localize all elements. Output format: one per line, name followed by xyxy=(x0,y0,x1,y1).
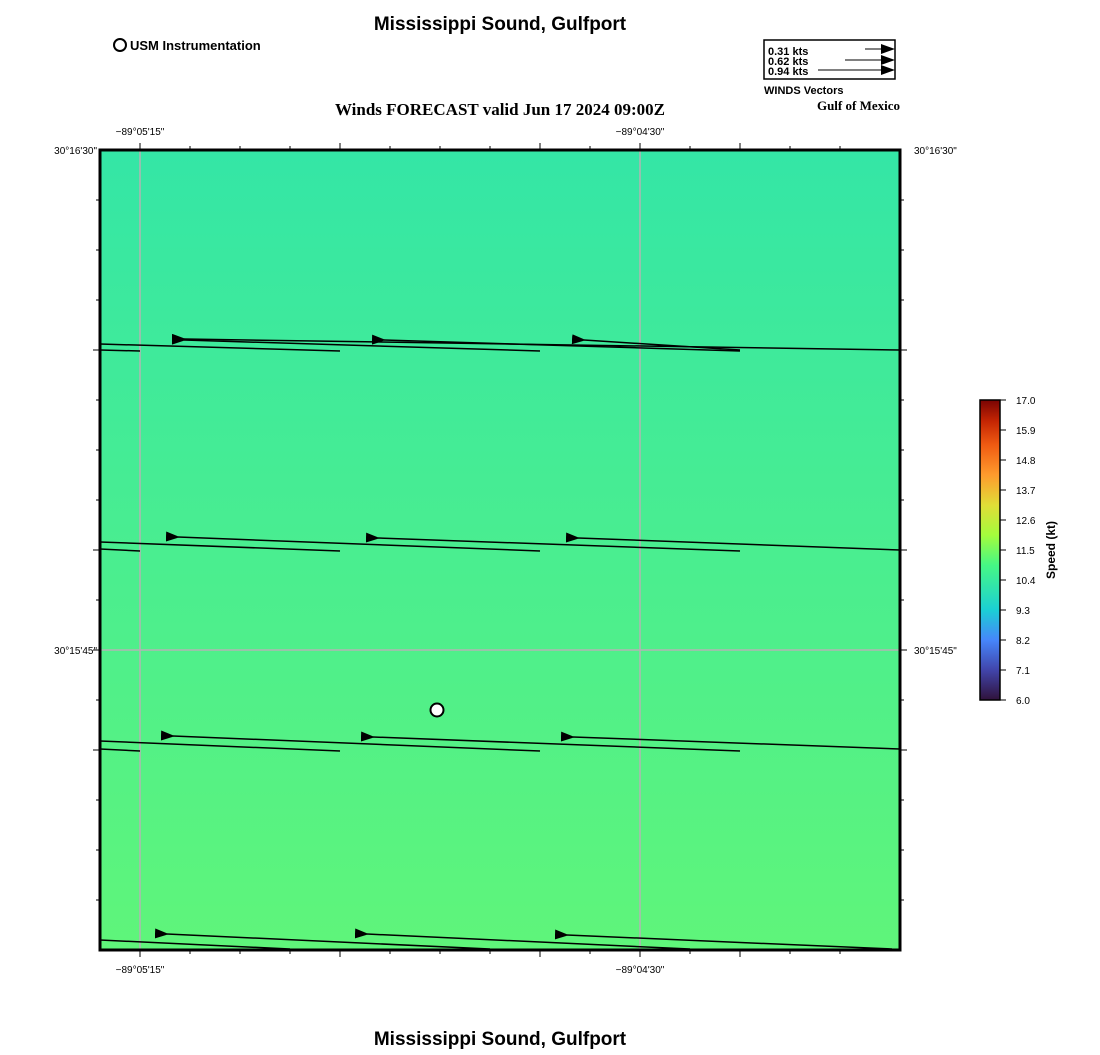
colorbar-tick-label: 9.3 xyxy=(1016,606,1030,617)
station-legend-label: USM Instrumentation xyxy=(130,38,261,53)
vector-key-entry: 0.31 kts xyxy=(768,46,809,58)
wind-vector-tail xyxy=(100,350,140,351)
colorbar-label: Speed (kt) xyxy=(1044,520,1058,580)
vector-key-caption: WINDS Vectors xyxy=(764,85,844,97)
colorbar-tick-label: 6.0 xyxy=(1016,696,1030,707)
station-marker-icon[interactable] xyxy=(431,704,444,717)
colorbar-tick-label: 11.5 xyxy=(1016,546,1035,557)
vector-key-entry: 0.94 kts xyxy=(768,66,809,78)
map-subtitle: Winds FORECAST valid Jun 17 2024 09:00Z xyxy=(334,100,666,119)
colorbar-tick-label: 14.8 xyxy=(1016,456,1036,467)
vector-key xyxy=(764,40,895,97)
vector-key-entry: 0.62 kts xyxy=(768,56,809,68)
colorbar-tick-label: 13.7 xyxy=(1016,486,1036,497)
lat-label-right: 30°15'45" xyxy=(914,646,957,657)
colorbar-ticks xyxy=(1000,396,1036,707)
station-legend-marker-icon xyxy=(114,39,126,51)
colorbar-tick-label: 7.1 xyxy=(1016,666,1030,677)
colorbar xyxy=(980,396,1058,707)
lon-label-bottom: −89°04'30" xyxy=(615,965,665,976)
colorbar-tick-label: 15.9 xyxy=(1016,426,1036,437)
colorbar-tick-label: 8.2 xyxy=(1016,636,1030,647)
lon-label-bottom: −89°05'15" xyxy=(115,965,165,976)
colorbar-tick-label: 12.6 xyxy=(1016,516,1036,527)
map-panel xyxy=(54,127,957,976)
lat-label-left: 30°16'30" xyxy=(54,146,97,157)
page-title: Mississippi Sound, Gulfport xyxy=(373,14,627,35)
region-label: Gulf of Mexico xyxy=(816,98,900,113)
lon-label-top: −89°05'15" xyxy=(115,127,165,138)
station-legend xyxy=(114,38,261,53)
colorbar-tick-label: 17.0 xyxy=(1016,396,1036,407)
colorbar-ramp xyxy=(980,400,1000,700)
colorbar-tick-label: 10.4 xyxy=(1016,576,1036,587)
lat-label-left: 30°15'45" xyxy=(54,646,97,657)
footer-title: Mississippi Sound, Gulfport xyxy=(373,1029,627,1050)
lat-label-right: 30°16'30" xyxy=(914,146,957,157)
lon-label-top: −89°04'30" xyxy=(615,127,665,138)
